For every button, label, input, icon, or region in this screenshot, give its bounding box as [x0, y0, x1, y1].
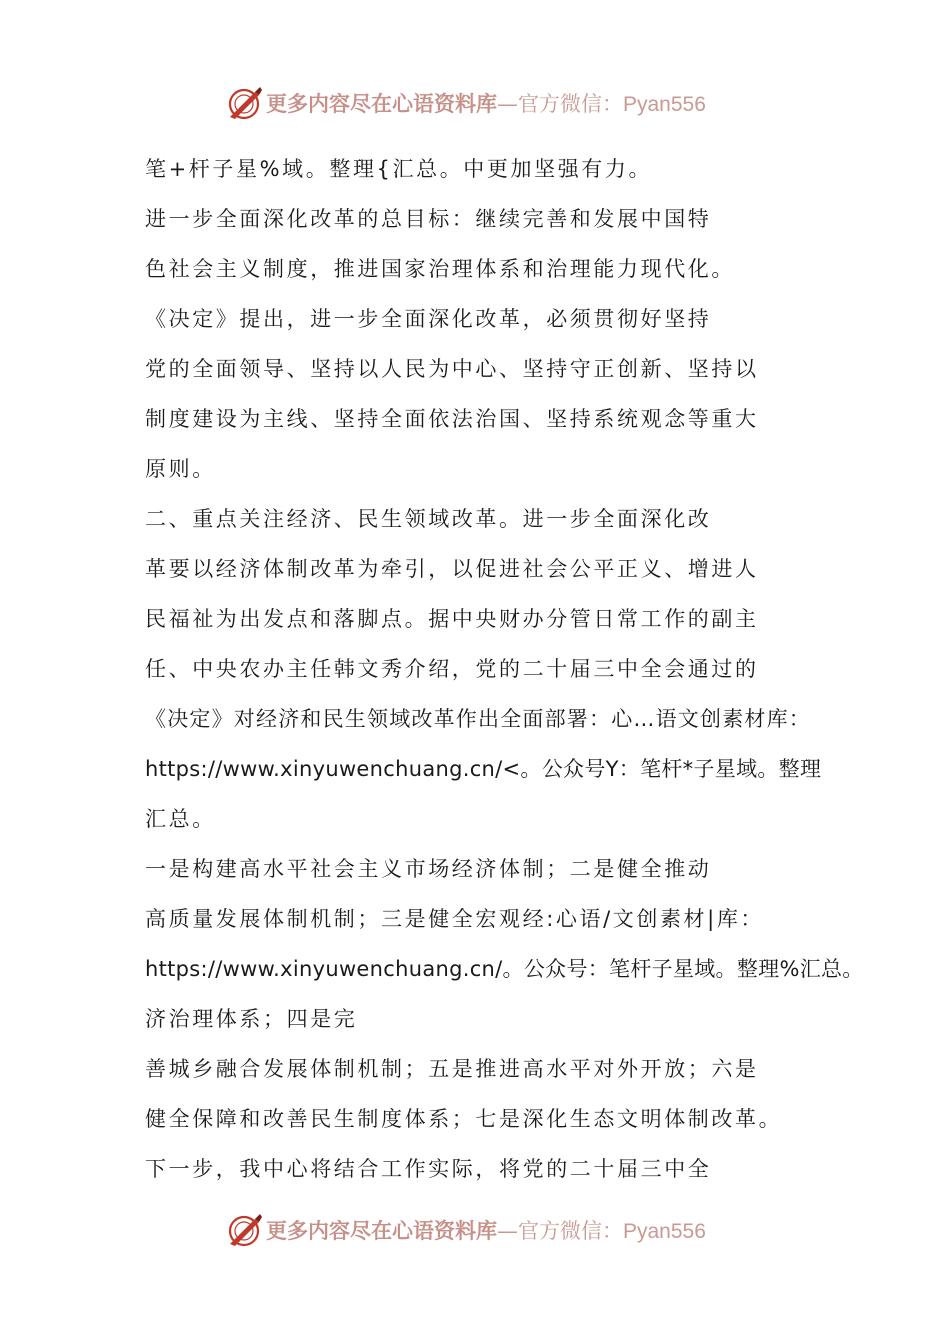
- footer-banner-text: [266, 1217, 706, 1246]
- text-line: 色社会主义制度，推进国家治理体系和治理能力现代化。: [145, 257, 735, 281]
- header-banner-sep: —: [497, 92, 518, 116]
- text-line-url: https://www.xinyuwenchuang.cn/<。公众号Y：笔杆*子星域。整理: [145, 757, 822, 781]
- text-line: 健全保障和改善民生制度体系；七是深化生态文明体制改革。: [145, 1107, 783, 1131]
- text-line: 笔+杆子星%域。整理{汇总。中更加坚强有力。: [145, 157, 653, 181]
- header-watermark-banner: [0, 84, 950, 124]
- text-line: 革要以经济体制改革为牵引，以促进社会公平正义、增进人: [145, 557, 759, 581]
- text-line: 进一步全面深化改革的总目标：继续完善和发展中国特: [145, 207, 712, 231]
- text-line: 高质量发展体制机制；三是健全宏观经:心语/文创素材|库：: [145, 907, 765, 931]
- text-line: 济治理体系；四是完: [145, 1007, 358, 1031]
- pen-logo-icon: [227, 84, 263, 124]
- footer-banner-sep: —: [497, 1219, 518, 1243]
- header-banner-tail: 官方微信：: [518, 92, 623, 116]
- text-line: 善城乡融合发展体制机制；五是推进高水平对外开放；六是: [145, 1057, 759, 1081]
- header-banner-handle: Pyan556: [623, 93, 706, 116]
- text-line: 《决定》提出，进一步全面深化改革，必须贯彻好坚持: [145, 307, 712, 331]
- footer-banner-handle: Pyan556: [623, 1220, 706, 1243]
- text-line: 一是构建高水平社会主义市场经济体制；二是健全推动: [145, 857, 712, 881]
- text-line: 二、重点关注经济、民生领域改革。进一步全面深化改: [145, 507, 712, 531]
- text-line: 原则。: [145, 457, 216, 481]
- text-line: 党的全面领导、坚持以人民为中心、坚持守正创新、坚持以: [145, 357, 759, 381]
- footer-banner-main: 更多内容尽在心语资料库: [266, 1218, 497, 1243]
- text-line: 任、中央农办主任韩文秀介绍，党的二十届三中全会通过的: [145, 657, 759, 681]
- footer-watermark-banner: [0, 1211, 950, 1251]
- text-line-url: https://www.xinyuwenchuang.cn/。公众号：笔杆子星域。整理%汇总。: [145, 957, 864, 981]
- text-line: 民福祉为出发点和落脚点。据中央财办分管日常工作的副主: [145, 607, 759, 631]
- text-line: 下一步，我中心将结合工作实际，将党的二十届三中全: [145, 1157, 712, 1181]
- header-banner-main: 更多内容尽在心语资料库: [266, 91, 497, 116]
- pen-logo-icon: [227, 1211, 263, 1251]
- footer-banner-tail: 官方微信：: [518, 1219, 623, 1243]
- document-body: [145, 152, 864, 1202]
- text-line: 制度建设为主线、坚持全面依法治国、坚持系统观念等重大: [145, 407, 759, 431]
- text-line: 汇总。: [145, 807, 216, 831]
- text-line: 《决定》对经济和民生领域改革作出全面部署：心…语文创素材库：: [145, 707, 811, 731]
- header-banner-text: [266, 90, 706, 119]
